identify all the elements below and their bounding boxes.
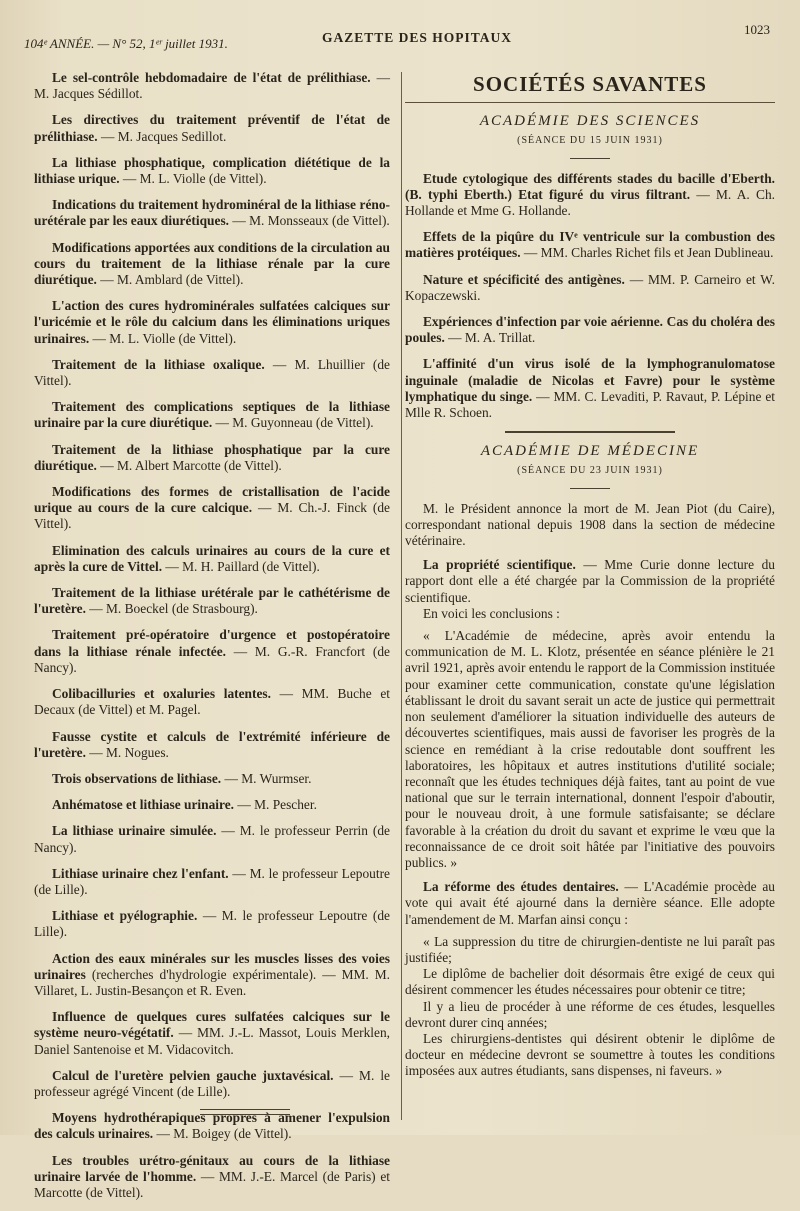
entry-title: Anhématose et lithiase urinaire.: [52, 797, 234, 813]
academy-medecine-heading: ACADÉMIE DE MÉDECINE: [480, 443, 700, 460]
communication-entry: [34, 823, 390, 855]
communication-entry: [34, 1009, 390, 1058]
communication-entry: [405, 171, 775, 220]
amendment-line-3: Il y a lieu de procéder à une réforme de ces études, lesquelles devront durer cinq années;: [405, 998, 775, 1030]
separator: [570, 488, 610, 489]
entry-authors: — M. A. Trillat.: [444, 330, 536, 346]
entry-authors: — M. Boigey (de Vittel).: [153, 1126, 292, 1142]
end-ornament: [200, 1109, 290, 1115]
entry-authors: — M. Ch.-J. Finck (de Vittel).: [34, 500, 390, 532]
entry-authors: — M. L. Violle (de Vittel).: [119, 171, 267, 187]
entry-authors: — M. G.-R. Francfort (de Nancy).: [34, 643, 390, 675]
entry-authors: — M. A. Ch. Hollande et Mme G. Hollande.: [405, 186, 775, 219]
entry-authors: — M. Jacques Sedillot.: [97, 128, 227, 144]
entry-authors: — MM. J.-E. Marcel (de Paris) et Marcotte (de Vittel).: [34, 1168, 390, 1200]
entry-title: Traitement pré-opératoire d'urgence et postopératoire dans la lithiase rénale infectée.: [34, 627, 390, 659]
entry-authors: — MM. J.-L. Massot, Louis Merklen, Daniel Santenoise et M. Vidacovitch.: [34, 1025, 390, 1057]
entry-title: Expériences d'infection par voie aérienne. Cas du choléra des poules.: [405, 314, 775, 346]
communication-entry: [34, 240, 390, 289]
entry-authors: — MM. P. Carneiro et W. Kopaczewski.: [405, 271, 776, 303]
sciences-items: [405, 171, 775, 422]
communication-entry: [34, 1110, 390, 1142]
sciences-session-date: (SÉANCE DU 15 JUIN 1931): [517, 135, 663, 147]
communication-entry: [34, 1068, 390, 1100]
communication-entry: [34, 357, 390, 389]
left-column: [34, 70, 390, 1211]
reforme-title: La réforme des études dentaires.: [423, 879, 619, 895]
entry-title: Traitement de la lithiase oxalique.: [52, 356, 265, 372]
president-announcement: M. le Président annonce la mort de M. Jean Piot (du Caire), correspondant national depuis 1908 dans la section de médecine vétérinaire.: [405, 500, 775, 549]
communication-entry: [34, 771, 390, 787]
entry-title: Lithiase et pyélographie.: [52, 908, 198, 924]
amendment-line-1: « La suppression du titre de chirurgien-dentiste ne lui paraît pas justifiée;: [405, 933, 775, 965]
communication-entry: [405, 356, 775, 421]
entry-authors: — M. le professeur Perrin (de Nancy).: [34, 823, 390, 855]
communication-entry: [34, 484, 390, 533]
conclusions-quote: « L'Académie de médecine, après avoir entendu la communication de M. L. Klotz, présentée en séance plénière le 21 avril 1921, après avoir entendu le rapport de la Commission instituée pour examiner cette communication, constate qu'une législation établissant le droit du savant serait un acte de justice qui permettrait non seulement d'améliorer la situation individuelle des auteurs de découvertes scientifiques, mais aussi de favoriser les progrès de la science en remédiant à la crise redoutable dont souffrent les laboratoires, les hôpitaux et autres institutions d'utilité sociale; reconnaît que les études techniques déjà faites, tant au point de vue national que sur le terrain international, donnent l'espoir d'aboutir, pour le nouveau droit, à une formule satisfaisante; se déclare favorable à la création du droit du savant et exprime le vœu que la reconnaissance de ce droit soit hâtée par l'initiative des pouvoirs publics. »: [405, 628, 776, 870]
communication-entry: [34, 729, 390, 761]
propriete-title: La propriété scientifique.: [423, 557, 576, 573]
communication-entry: [34, 543, 390, 575]
communication-entry: [34, 442, 390, 474]
propriete-paragraph: [405, 557, 775, 606]
entry-title: Fausse cystite et calculs de l'extrémité inférieure de l'uretère.: [34, 728, 390, 760]
communication-entry: [34, 627, 390, 676]
journal-title: GAZETTE DES HOPITAUX: [322, 30, 513, 45]
entry-title: Colibacilluries et oxaluries latentes.: [52, 686, 271, 702]
reforme-paragraph: [405, 879, 775, 928]
page-header: [24, 22, 770, 52]
communication-entry: [34, 797, 390, 813]
communication-entry: [34, 951, 390, 1000]
entry-title: Modifications des formes de cristallisation de l'acide urique au cours de la cure calcique.: [34, 484, 390, 516]
communication-entry: [34, 112, 390, 144]
right-column: [405, 70, 775, 1080]
entry-title: Lithiase urinaire chez l'enfant.: [52, 865, 229, 881]
entry-authors: — M. Boeckel (de Strasbourg).: [85, 601, 258, 617]
entry-title: Traitement de la lithiase phosphatique par la cure diurétique.: [34, 441, 390, 473]
communication-entry: [405, 272, 775, 304]
entry-title: Les troubles urétro-génitaux au cours de la lithiase urinaire larvée de l'homme.: [34, 1152, 390, 1184]
separator: [570, 158, 610, 159]
communication-entry: [34, 866, 390, 898]
entry-authors: — M. Amblard (de Vittel).: [96, 272, 244, 288]
academy-sciences-heading: ACADÉMIE DES SCIENCES: [479, 113, 701, 130]
entry-title: Nature et spécificité des antigènes.: [423, 271, 625, 287]
communication-entry: [34, 399, 390, 431]
propriete-body: — Mme Curie donne lecture du rapport dont elle a été chargée par la Commission de la propriété scientifique.: [405, 557, 775, 605]
communication-entry: [34, 908, 390, 940]
entry-title: Influence de quelques cures sulfatées calciques sur le système neuro-végétatif.: [34, 1009, 390, 1041]
communication-entry: [405, 229, 775, 261]
entry-title: Calcul de l'uretère pelvien gauche juxtavésical.: [52, 1067, 334, 1083]
entry-authors: — M. le professeur Lepoutre (de Lille).: [34, 865, 390, 897]
entry-authors: — MM. Buche et Decaux (de Vittel) et M. Pagel.: [34, 686, 390, 718]
entry-title: Traitement des complications septiques de la lithiase urinaire par la cure diurétique.: [34, 399, 390, 431]
entry-title: La lithiase urinaire simulée.: [52, 823, 217, 839]
entry-title: Traitement de la lithiase urétérale par le cathétérisme de l'uretère.: [34, 585, 390, 617]
entry-authors: — M. Pescher.: [234, 797, 317, 813]
entry-title: L'affinité d'un virus isolé de la lymphogranulomatose inguinale (maladie de Nicolas et Favre) pour le système lymphatique du singe.: [405, 356, 775, 404]
entry-authors: — MM. Charles Richet fils et Jean Dublineau.: [520, 245, 774, 261]
entry-title: Effets de la piqûre du IVᵉ ventricule sur la combustion des matières protéiques.: [405, 229, 775, 261]
entry-authors: — MM. C. Levaditi, P. Ravaut, P. Lépine et Mlle R. Schoen.: [405, 388, 775, 421]
communication-entry: [34, 686, 390, 718]
entry-authors: (recherches d'hydrologie expérimentale). — MM. M. Villaret, L. Justin-Besançon et R. Even.: [34, 966, 390, 998]
column-divider: [401, 72, 402, 1120]
entry-title: Les directives du traitement préventif de l'état de prélithiase.: [34, 112, 390, 144]
entry-title: Le sel-contrôle hebdomadaire de l'état de prélithiase.: [52, 70, 371, 85]
communication-entry: [34, 1153, 390, 1202]
entry-authors: — M. L. Violle (de Vittel).: [89, 330, 237, 346]
entry-authors: — M. le professeur Lepoutre (de Lille).: [34, 908, 390, 940]
entry-title: Indications du traitement hydrominéral de la lithiase réno-urétérale par les eaux diurétiques.: [34, 197, 390, 229]
issue-info: 104ᵉ ANNÉE. — N° 52, 1ᵉʳ juillet 1931.: [24, 36, 228, 51]
entry-title: L'action des cures hydrominérales sulfatées calciques sur l'uricémie et le rôle du calcium dans les éliminations uriques urinaires.: [34, 298, 390, 346]
communication-entry: [34, 298, 390, 347]
communication-entry: [34, 70, 390, 102]
entry-title: Action des eaux minérales sur les muscles lisses des voies urinaires: [34, 950, 390, 982]
page-number: 1023: [744, 22, 770, 37]
communication-entry: [34, 585, 390, 617]
entry-title: Etude cytologique des différents stades du bacille d'Eberth. (B. typhi Eberth.) Etat figuré du virus filtrant.: [405, 170, 775, 202]
section-rule: [405, 102, 775, 103]
amendment-line-4: Les chirurgiens-dentistes qui désirent obtenir le diplôme de docteur en médecine devront se soumettre à toutes les conditions imposées aux autres étudiants, sans dispenses, ni faveurs. »: [405, 1030, 775, 1079]
entry-title: Moyens hydrothérapiques propres à amener l'expulsion des calculs urinaires.: [34, 1110, 390, 1142]
reforme-body: — L'Académie procède au vote qui avait été ajourné dans la dernière séance. Elle adopte l'amendement de M. Marfan ainsi conçu :: [405, 879, 775, 927]
communication-entry: [34, 155, 390, 187]
entry-authors: — M. Albert Marcotte (de Vittel).: [96, 457, 282, 473]
entry-authors: — M. Jacques Sédillot.: [34, 70, 390, 102]
entry-title: La lithiase phosphatique, complication diététique de la lithiase urique.: [34, 154, 390, 187]
entry-authors: — M. Wurmser.: [221, 770, 312, 786]
entry-authors: — M. le professeur agrégé Vincent (de Lille).: [34, 1067, 391, 1099]
entry-title: Modifications apportées aux conditions de la circulation au cours du traitement de la lithiase rénale par la cure diurétique.: [34, 239, 390, 288]
section-divider: [505, 431, 675, 433]
section-title: SOCIÉTÉS SAVANTES: [473, 72, 707, 96]
entry-authors: — M. Lhuillier (de Vittel).: [34, 356, 390, 389]
communication-entry: [34, 197, 390, 229]
entry-authors: — M. Monsseaux (de Vittel).: [229, 213, 390, 229]
conclusions-intro: En voici les conclusions :: [423, 605, 560, 621]
communication-entry: [405, 314, 775, 346]
amendment-line-2: Le diplôme de bachelier doit désormais être exigé de ceux qui désirent commencer les études nécessaires pour obtenir ce titre;: [405, 966, 775, 998]
entry-title: Elimination des calculs urinaires au cours de la cure et après la cure de Vittel.: [34, 542, 390, 574]
entry-title: Trois observations de lithiase.: [52, 770, 222, 786]
entry-authors: — M. Nogues.: [85, 744, 169, 760]
medecine-session-date: (SÉANCE DU 23 JUIN 1931): [517, 465, 663, 477]
entry-authors: — M. H. Paillard (de Vittel).: [162, 558, 320, 574]
entry-authors: — M. Guyonneau (de Vittel).: [212, 415, 374, 431]
